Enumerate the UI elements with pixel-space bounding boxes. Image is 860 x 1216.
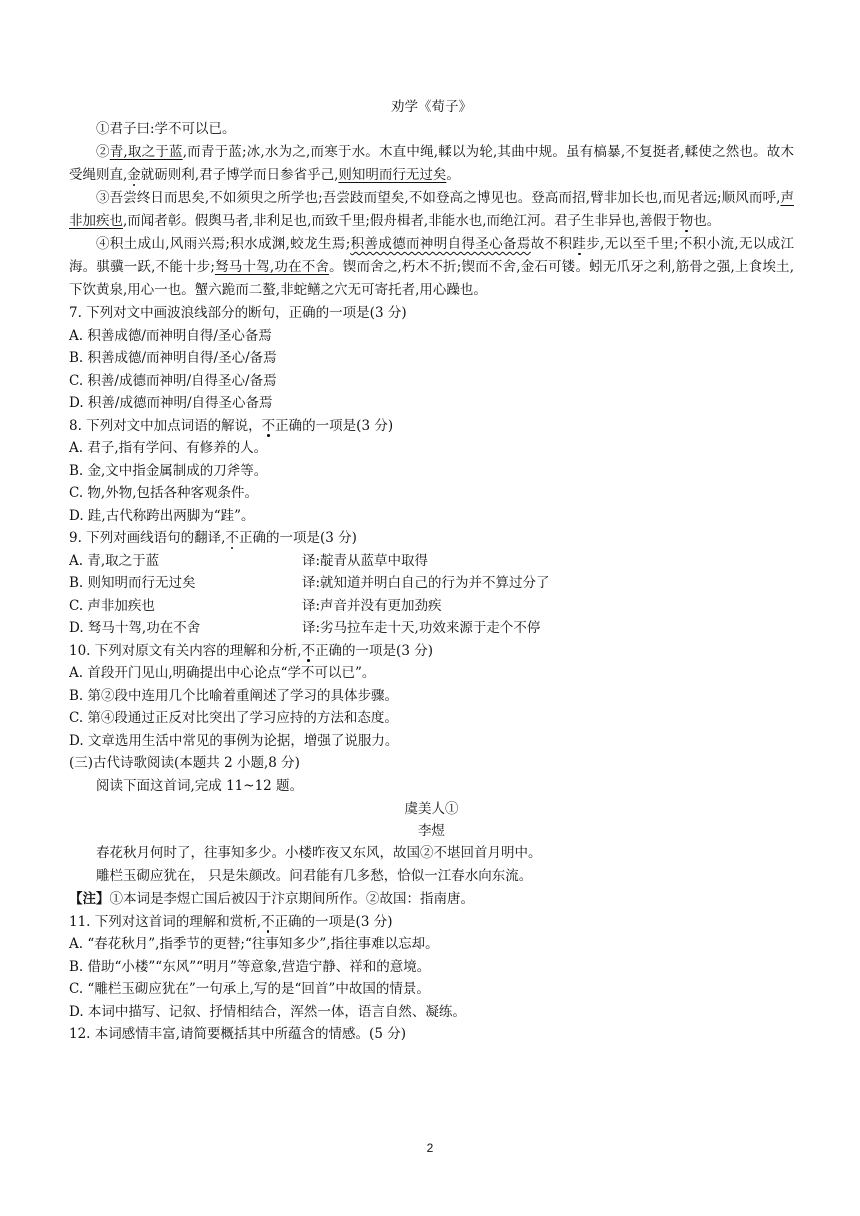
- page-number: 2: [426, 1141, 434, 1155]
- underlined-phrase: 则知明而行无过矣: [338, 167, 447, 183]
- underlined-phrase: 驽马十驾,功在不舍: [214, 259, 330, 275]
- question-7-option-a: A. 积善成德/而神明自得/圣心备焉: [69, 327, 272, 344]
- question-8-option-c: C. 物,外物,包括各种客观条件。: [69, 485, 259, 501]
- poem-line-2: 雕栏玉砌应犹在， 只是朱颜改。问君能有几多愁，恰似一江春水向东流。: [96, 867, 533, 884]
- question-9-option-c: C. 声非加疾也 译:声音并没有更加劲疾: [69, 597, 442, 614]
- question-10-option-d: D. 文章选用生活中常见的事例为论据，增强了说服力。: [69, 732, 399, 749]
- passage-paragraph-4: ④积土成山,风雨兴焉;积水成渊,蛟龙生焉;积善成德而神明自得圣心备焉故不积跬步,无以至千里;不积小流,无以成江海。骐骥一跃,不能十步;驽马十驾,功在不舍。锲而舍之,朽木不折;锲而不舍,金石可镂。蚓无爪牙之利,筋骨之强,上食埃土,下饮黄泉,用心一也。蟹六跪而二螯,非蛇鳝之穴无可寄托者,用心躁也。: [69, 236, 795, 298]
- passage-title: 劝学《荀子》: [391, 99, 472, 115]
- wavy-underlined-phrase: 积善成德而神明自得圣心备焉: [350, 236, 531, 252]
- question-11-option-d: D. 本词中描写、记叙、抒情相结合，浑然一体，语言自然、凝练。: [69, 1003, 466, 1020]
- passage-paragraph-2: ②青,取之于蓝,而青于蓝;冰,水为之,而寒于水。木直中绳,輮以为轮,其曲中规。虽有槁暴,不复挺者,輮使之然也。故木受绳则直,金就砺则利,君子博学而日参省乎己,则知明而行无过矣。: [69, 144, 794, 183]
- question-7-option-d: D. 积善/成德而神明/自得圣心备焉: [69, 395, 273, 411]
- question-11-option-a: A. “春花秋月”,指季节的更替;“往事知多少”,指往事难以忘却。: [69, 936, 439, 952]
- question-11-option-c: C. “雕栏玉砌应犹在”一句承上,写的是“回首”中故国的情景。: [69, 981, 430, 997]
- question-12-stem: 12. 本词感情丰富,请简要概括其中所蕴含的情感。(5 分): [69, 1026, 406, 1042]
- question-10-option-b: B. 第②段中连用几个比喻着重阐述了学习的具体步骤。: [69, 687, 399, 704]
- question-8-option-b: B. 金,文中指金属制成的刀斧等。: [69, 462, 268, 479]
- question-7-option-b: B. 积善成德/而神明自得/圣心/备焉: [69, 350, 277, 366]
- dotted-word: 金: [127, 167, 141, 183]
- question-9-option-a: A. 青,取之于蓝 译:靛青从蓝草中取得: [69, 552, 429, 569]
- question-8-option-d: D. 跬,古代称跨出两脚为“跬”。: [69, 507, 255, 524]
- poem-line-1: 春花秋月何时了，往事知多少。小楼昨夜又东风，故国②不堪回首月明中。: [96, 844, 542, 861]
- poem-title: 虞美人①: [404, 800, 459, 817]
- section-3-heading: (三)古代诗歌阅读(本题共 2 小题,8 分): [69, 755, 300, 771]
- question-10-option-a: A. 首段开门见山,明确提出中心论点“学不可以已”。: [69, 665, 376, 681]
- question-9-stem: 9. 下列对画线语句的翻译,不正确的一项是(3 分): [69, 530, 357, 546]
- underlined-phrase: 青,取之于蓝: [109, 144, 183, 160]
- question-8-stem: 8. 下列对文中加点词语的解说，不正确的一项是(3 分): [69, 417, 394, 434]
- question-7-option-c: C. 积善/成德而神明/自得圣心/备焉: [69, 372, 277, 389]
- question-11-stem: 11. 下列对这首词的理解和赏析,不正确的一项是(3 分): [69, 913, 393, 930]
- question-10-stem: 10. 下列对原文有关内容的理解和分析,不正确的一项是(3 分): [69, 642, 433, 659]
- question-7-stem: 7. 下列对文中画波浪线部分的断句，正确的一项是(3 分): [69, 305, 407, 321]
- section-3-instruction: 阅读下面这首词,完成 11~12 题。: [96, 777, 304, 794]
- page-content: [69, 92, 794, 1046]
- question-9-option-b: B. 则知明而行无过矣 译:就知道并明白自己的行为并不算过分了: [69, 575, 550, 591]
- poem-author: 李煜: [418, 822, 445, 839]
- passage-paragraph-3: ③吾尝终日而思矣,不如须臾之所学也;吾尝跂而望矣,不如登高之博见也。登高而招,臂非加长也,而见者远;顺风而呼,声非加疾也,而闻者彰。假舆马者,非利足也,而致千里;假舟楫者,非能水也,而绝江河。君子生非异也,善假于物也。: [69, 190, 794, 229]
- question-9-option-d: D. 驽马十驾,功在不舍 译:劣马拉车走十天,功效来源于走个不停: [69, 620, 541, 636]
- underlined-phrase: 声非加疾也: [69, 190, 794, 229]
- question-8-option-a: A. 君子,指有学问、有修养的人。: [69, 440, 268, 456]
- passage-paragraph-1: ①君子曰:学不可以已。: [96, 121, 236, 137]
- question-10-option-c: C. 第④段通过正反对比突出了学习应持的方法和态度。: [69, 710, 398, 726]
- question-11-option-b: B. 借助“小楼”“东风”“明月”等意象,营造宁静、祥和的意境。: [69, 958, 431, 975]
- dotted-word: 跬: [572, 236, 587, 252]
- dotted-word: 物: [679, 213, 694, 229]
- poem-note: 【注】①本词是李煜亡国后被囚于汴京期间所作。②故国：指南唐。: [69, 890, 474, 907]
